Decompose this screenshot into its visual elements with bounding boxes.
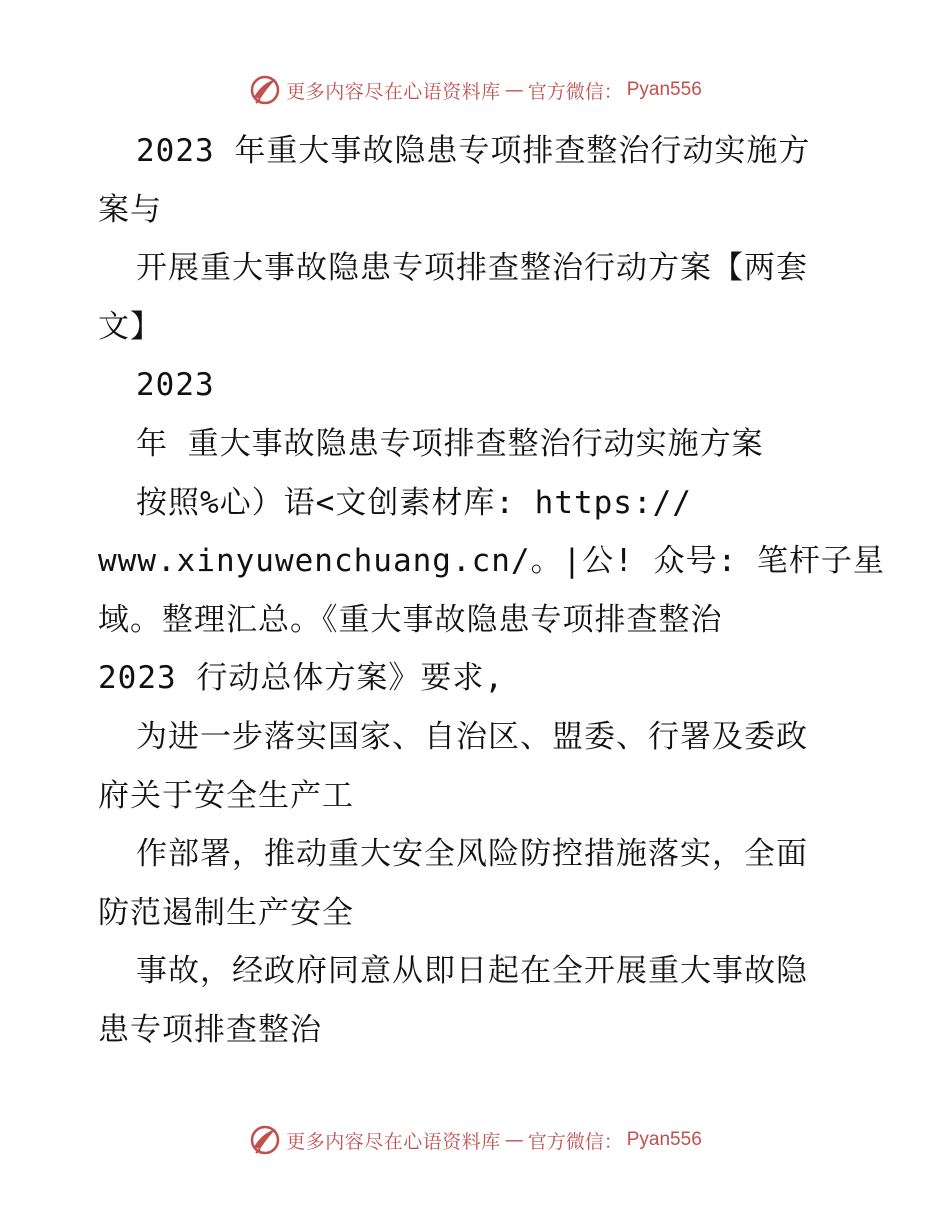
document-line: 开展重大事故隐患专项排查整治行动方案【两套: [136, 250, 808, 287]
document-line: 域。整理汇总。《重大事故隐患专项排查整治: [98, 601, 723, 638]
footer-watermark: [0, 1120, 950, 1160]
document-line: www.xinyuwenchuang.cn/。|公! 众号: 笔杆子星: [98, 543, 885, 580]
document-line: 案与: [98, 191, 162, 228]
watermark-wechat-id: Pyan556: [626, 1129, 702, 1150]
document-line: 为进一步落实国家、自治区、盟委、行署及委政: [136, 718, 808, 755]
watermark-dash: —: [504, 1129, 524, 1151]
watermark-wechat-id: Pyan556: [626, 79, 702, 100]
document-body: [98, 122, 885, 1060]
document-line: 2023 年重大事故隐患专项排查整治行动实施方: [136, 133, 811, 169]
document-line: 2023 行动总体方案》要求,: [98, 660, 504, 697]
document-line: 年 重大事故隐患专项排查整治行动实施方案: [136, 425, 764, 462]
document-line: 作部署，推动重大安全风险防控措施落实，全面: [136, 836, 808, 873]
document-line: 文】: [98, 308, 162, 345]
watermark-text: 更多内容尽在心语资料库: [286, 80, 501, 103]
watermark-wechat-label: 官方微信：: [527, 1130, 623, 1153]
document-line: 患专项排查整治: [98, 1011, 322, 1048]
pen-logo-icon: [248, 73, 282, 107]
document-line: 按照%心）语<文创素材库: https://: [136, 484, 692, 521]
watermark-dash: —: [504, 79, 524, 101]
document-line: 事故，经政府同意从即日起在全开展重大事故隐: [136, 953, 808, 990]
pen-logo-icon: [248, 1123, 282, 1157]
document-line: 2023: [136, 367, 215, 404]
watermark-text: 更多内容尽在心语资料库: [286, 1130, 501, 1153]
watermark-wechat-label: 官方微信：: [527, 80, 623, 103]
header-watermark: [0, 70, 950, 110]
document-line: 防范遏制生产安全: [98, 894, 354, 931]
document-line: 府关于安全生产工: [98, 777, 354, 814]
